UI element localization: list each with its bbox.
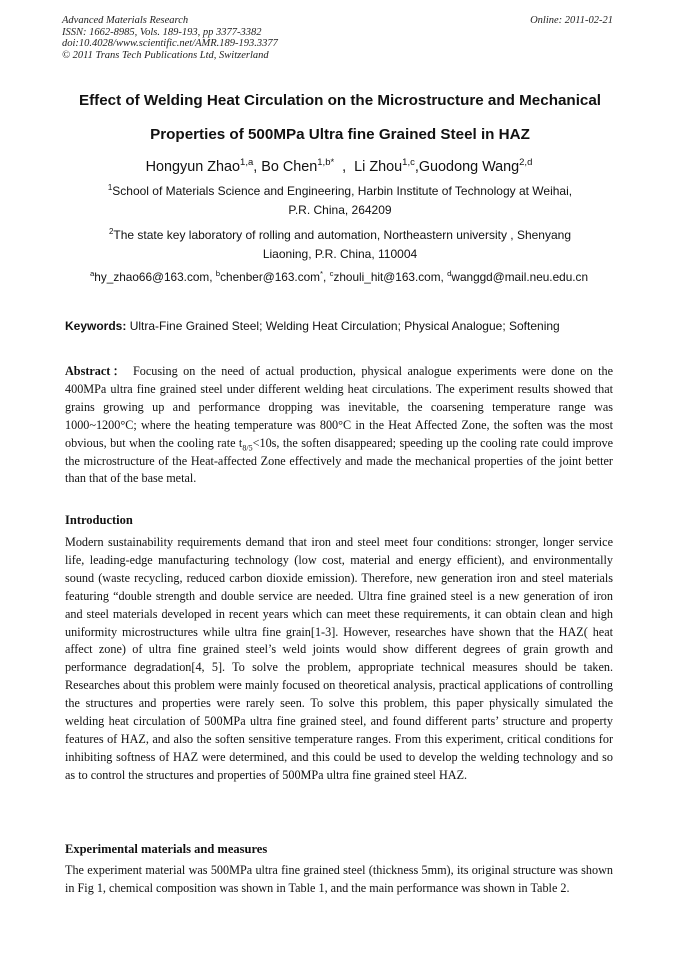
- issn-line: ISSN: 1662-8985, Vols. 189-193, pp 3377-3382: [62, 26, 262, 38]
- email-separator: ,: [323, 270, 330, 284]
- author-affiliation-mark: 1,a: [240, 157, 254, 169]
- email-mark: b: [215, 269, 221, 279]
- copyright-line: © 2011 Trans Tech Publications Ltd, Switzerland: [62, 49, 269, 61]
- abstract-text: Focusing on the need of actual production, physical analogue experiments were done on the 400MPa ultra fine grained steel under different welding heat circulations. The experiment results showed that grains growing up and performance dropping was inevitable, the coarsening temperature range was 1000~1200°C; where the heating temperature was 800°C in the Heat Affected Zone, the soften was the most obvious, but when the cooling rate t: [65, 364, 614, 450]
- email-mark: c: [329, 269, 334, 279]
- affiliation-mark: 2: [109, 227, 114, 236]
- abstract-text: <10s, the soften disappeared; speeding up the cooling rate could improve the microstructure of the Heat-affected Zone effectively and made the mechanical properties of the joint better than that of the base metal.: [65, 435, 613, 486]
- affiliation-text: P.R. China, 264209: [288, 203, 392, 217]
- experimental-paragraph: The experiment material was 500MPa ultra fine grained steel (thickness 5mm), its original structure was shown in Fig 1, chemical composition was shown in Table 1, and the main performance was shown in Table 2.: [65, 863, 613, 895]
- abstract-subscript: 8/5: [242, 443, 253, 453]
- journal-name: Advanced Materials Research: [62, 15, 189, 26]
- keywords-text: Ultra-Fine Grained Steel; Welding Heat Circulation; Physical Analogue; Softening: [126, 319, 560, 333]
- email-link[interactable]: zhouli_hit@163.com,: [333, 270, 448, 284]
- affiliation-mark: 1: [107, 183, 113, 192]
- author-name: Guodong Wang: [418, 159, 520, 175]
- keywords-label: Keywords:: [65, 319, 127, 333]
- section-heading-introduction: Introduction: [65, 513, 133, 527]
- email-link[interactable]: wanggd@mail.neu.edu.cn: [451, 270, 589, 284]
- online-date: Online: 2011-02-21: [530, 15, 613, 26]
- affiliation-text: The state key laboratory of rolling and automation, Northeastern university , Shenyang: [113, 228, 571, 242]
- affiliation-1: [90, 182, 590, 220]
- author-name: Bo Chen: [261, 159, 318, 175]
- doi-line: doi:10.4028/www.scientific.net/AMR.189-193.3377: [62, 38, 278, 50]
- journal-header: [62, 15, 613, 61]
- author-name: Hongyun Zhao: [145, 159, 241, 175]
- author-affiliation-mark: 1,c: [402, 157, 415, 169]
- affiliation-2: [90, 226, 590, 264]
- affiliation-text: Liaoning, P.R. China, 110004: [262, 247, 418, 261]
- author-list: [0, 158, 678, 176]
- paper-title-line-2: Properties of 500MPa Ultra fine Grained Steel in HAZ: [150, 126, 530, 143]
- keywords: [65, 319, 625, 334]
- email-link[interactable]: chenber@163.com: [220, 270, 320, 284]
- author-emails: [0, 269, 678, 285]
- section-heading-experimental: Experimental materials and measures: [65, 842, 268, 856]
- author-separator: ,: [334, 159, 355, 175]
- author-affiliation-mark: 1,b*: [317, 157, 335, 169]
- author-separator: ,: [253, 159, 262, 175]
- author-affiliation-mark: 2,d: [519, 157, 533, 169]
- affiliation-text: School of Materials Science and Engineering, Harbin Institute of Technology at Weihai,: [112, 184, 573, 198]
- email-mark: a: [89, 269, 95, 279]
- paper-title-line-1: Effect of Welding Heat Circulation on the Microstructure and Mechanical: [78, 92, 602, 109]
- email-mark: d: [447, 269, 452, 279]
- introduction-paragraph: Modern sustainability requirements demand that iron and steel meet four conditions: stronger, longer service life, leading-edge manufacturing technology (low cost, material and energy efficient), and environmentally sound (waste recycling, reduced carbon dioxide emission). Therefore, new generation iron and steel materials featuring “double strength and double service are needed. Ultra fine grained steel is a new generation of iron and steel materials developed in recent years which can meet these requirements, it can obtain clean and high uniformity microstructures while ultra fine grain[1-3]. However, researches have shown that the HAZ( heat affect zone) of ultra fine grained steel’s weld joints would show different degrees of grain growth and performance degradation[4, 5]. To solve the problem, appropriate technical measures should be taken. Researches about this problem were mainly focused on theoretical analysis, practical applications of controlling the structures and properties were rarely seen. To solve this problem, this paper physically simulated the welding heat circulation of 500MPa ultra fine grained steel, and found different parts’ structure and property features of HAZ, and also the soften sensitive temperature ranges. From this experiment, critical conditions for inhibiting softness of HAZ were determined, and this could be used to develop the welding technology and so as to control the structures and properties of 500MPa ultra fine grained steel HAZ.: [65, 535, 613, 782]
- abstract-label: Abstract：: [65, 364, 128, 378]
- corresponding-mark: *: [319, 269, 324, 279]
- author-name: Li Zhou: [354, 159, 403, 175]
- email-link[interactable]: hy_zhao66@163.com,: [94, 270, 216, 284]
- abstract: [65, 363, 613, 488]
- author-separator: ,: [414, 159, 419, 175]
